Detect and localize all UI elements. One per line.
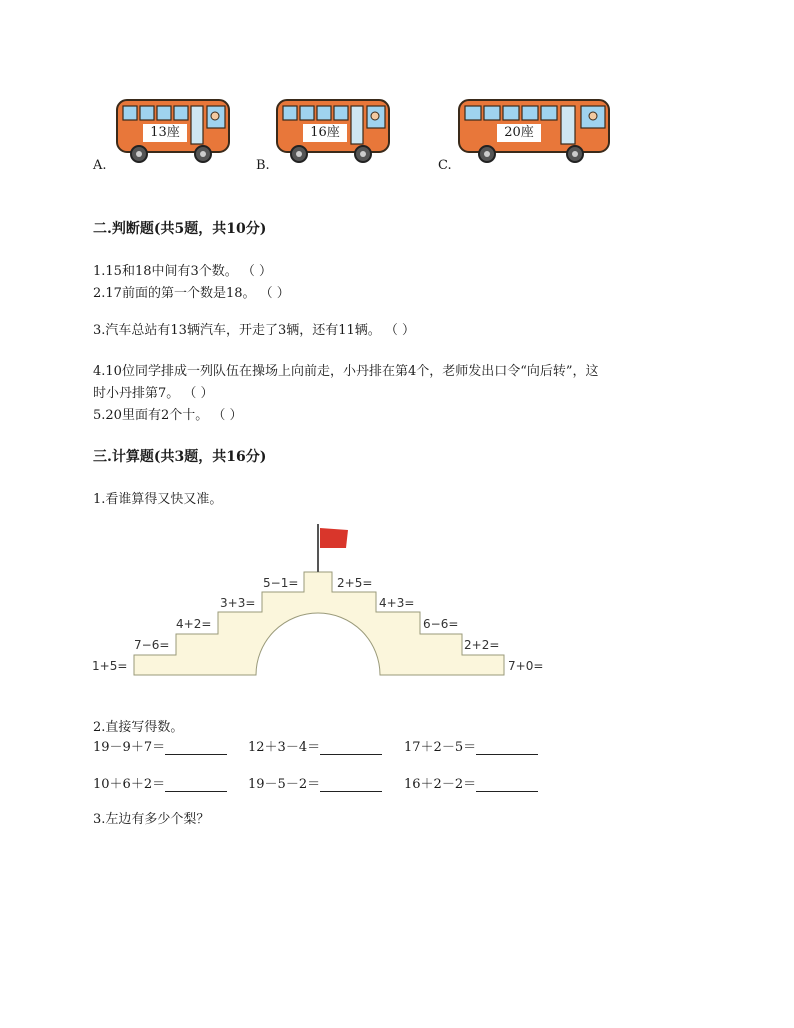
answer-blank[interactable]	[320, 778, 382, 792]
expr-r1-c1	[93, 736, 227, 755]
answer-blank[interactable]	[320, 741, 382, 755]
stair-left-3: 4+2=	[176, 617, 212, 631]
option-b-label: B.	[256, 158, 270, 173]
stair-right-3: 6−6=	[423, 617, 459, 631]
answer-blank[interactable]	[165, 778, 227, 792]
judge-question-4-line2: 时小丹排第7。 （ ）	[93, 386, 214, 401]
expr-text: 19－5－2＝	[248, 777, 321, 792]
bus-c-image	[457, 96, 613, 166]
stair-right-5: 7+0=	[508, 659, 544, 673]
answer-blank[interactable]	[476, 778, 538, 792]
staircase-figure	[90, 520, 560, 685]
stair-left-5: 5−1=	[263, 576, 299, 590]
answer-blank[interactable]	[476, 741, 538, 755]
judge-question-2: 2.17前面的第一个数是18。 （ ）	[93, 286, 290, 301]
judge-question-3: 3.汽车总站有13辆汽车，开走了3辆，还有11辆。 （ ）	[93, 323, 416, 338]
stair-left-4: 3+3=	[220, 596, 256, 610]
flag-icon	[320, 528, 348, 548]
calc-question-3: 3.左边有多少个梨？	[93, 812, 210, 827]
answer-blank[interactable]	[165, 741, 227, 755]
expr-text: 16＋2－2＝	[404, 777, 477, 792]
judge-question-5: 5.20里面有2个十。 （ ）	[93, 408, 243, 423]
option-c-label: C.	[438, 158, 452, 173]
section2-title: 二.判断题(共5题，共10分)	[93, 221, 267, 237]
judge-question-1: 1.15和18中间有3个数。 （ ）	[93, 264, 273, 279]
stair-left-2: 7−6=	[134, 638, 170, 652]
expr-text: 12＋3－4＝	[248, 740, 321, 755]
staircase-bridge-diagram	[90, 520, 560, 685]
expr-text: 17＋2－5＝	[404, 740, 477, 755]
expr-r1-c3	[404, 736, 538, 755]
bus-a-image	[115, 96, 233, 166]
stair-left-1: 1+5=	[92, 659, 128, 673]
stair-right-4: 2+2=	[464, 638, 500, 652]
expr-r2-c1	[93, 773, 227, 792]
bus-b-image	[275, 96, 393, 166]
expr-text: 19－9＋7＝	[93, 740, 166, 755]
bus-seat-label: 20座	[497, 124, 541, 142]
expr-r1-c2	[248, 736, 382, 755]
expr-r2-c3	[404, 773, 538, 792]
section3-title: 三.计算题(共3题，共16分)	[93, 449, 267, 465]
stair-right-2: 4+3=	[379, 596, 415, 610]
bus-seat-label: 13座	[143, 124, 187, 142]
judge-question-4-line1: 4.10位同学排成一列队伍在操场上向前走，小丹排在第4个，老师发出口令“向后转”，这	[93, 364, 599, 379]
expr-text: 10＋6＋2＝	[93, 777, 166, 792]
calc-question-1: 1.看谁算得又快又准。	[93, 492, 223, 507]
stair-right-1: 2+5=	[337, 576, 373, 590]
expr-r2-c2	[248, 773, 382, 792]
calc-question-2: 2.直接写得数。	[93, 720, 184, 735]
bus-seat-label: 16座	[303, 124, 347, 142]
option-a-label: A.	[93, 158, 107, 173]
